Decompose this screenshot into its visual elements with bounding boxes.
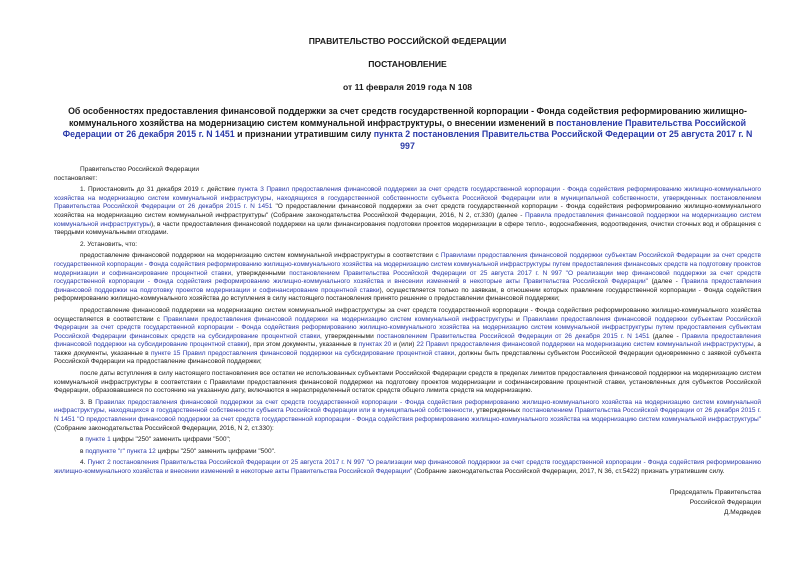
paragraph-9: 4. Пункт 2 постановления Правительства Российской Федерации от 25 августа 2017 г. N 997 "О реализации мер финансовой поддержки за счет средств государственной корпорации - Фонда содействия реформированию жилищно-коммунального хозяйства и внесении изменений в некоторые акты Правительства Российской Федерации" (Собрание законодательства Российской Федерации, 2017, N 36, ст.5422) признать утратившим силу. [54,459,762,475]
intro-line: Правительство Российской Федерации [80,166,200,173]
document-type: ПОСТАНОВЛЕНИЕ [368,59,447,69]
government-heading: ПРАВИТЕЛЬСТВО РОССИЙСКОЙ ФЕДЕРАЦИИ [308,36,507,46]
title-link-decree-997[interactable]: пункта 2 постановления Правительства Российской Федерации от 25 августа 2017 г. N 997 [373,129,753,151]
document-header [54,36,761,152]
link-rules-modernization[interactable]: Правила предоставления финансовой поддержки на модернизацию систем коммунальной инфраструктуры [54,211,762,228]
paragraph-7: в пункте 1 цифры "250" заменить цифрами "500"; [80,436,231,444]
link-rules-1451[interactable]: Правилах предоставления финансовой поддержки за счет средств государственной корпорации - Фонда содействия реформированию жилищно-коммунального хозяйства на модернизацию систем коммунальной инфраструктуры, находящихся в государственной собственности субъекта Российской Федерации или в муниципальной собственности [54,398,761,415]
link-rules-subjects[interactable]: Правилами предоставления финансовой поддержки субъектам Российской Федерации за счет средств государственной корпорации - Фонда содействия реформированию жилищно-коммунального хозяйства на модернизацию систем коммунальной инфраструктуры путем предоставления финансовых средств на подготовку проектов модернизации и софинансирование процентной ставки [54,252,761,277]
link-rules-item-3[interactable]: пункта 3 Правил предоставления финансовой поддержки за счет средств государственной корпорации - Фонда содействия реформированию жилищно-коммунального хозяйства на модернизацию систем коммунальной инфраструктуры, находящихся в государственной собственности субъекта Российской Федерации или в муниципальной собственности, утвержденных постановлением Правительства Российской Федерации от 26 декабря 2015 г. N 1451 [54,186,761,211]
paragraph-3: предоставление финансовой поддержки на модернизацию систем коммунальной инфраструктуры в соответствии с Правилами предоставления финансовой поддержки субъектам Российской Федерации за счет средств государственной корпорации - Фонда содействия реформированию жилищно-коммунального хозяйства на модернизацию систем коммунальной инфраструктуры путем предоставления финансовых средств на подготовку проектов модернизации и софинансирование процентной ставки, утвержденными постановлением Правительства Российской Федерации от 25 августа 2017 г. N 997 "О реализации мер финансовой поддержки за счет средств государственной корпорации - Фонда содействия реформированию жилищно-коммунального хозяйства и внесении изменений в некоторые акты Правительства Российской Федерации" (далее - Правила предоставления финансовой поддержки на подготовку проектов модернизации и софинансирование процентной ставки), осуществляется только по заявкам, в отношении которых правление государственной корпорации - Фонда содействия реформированию жилищно-коммунального хозяйства до вступления в силу настоящего постановления принято решение о предоставлении финансовой поддержки; [54,252,761,303]
link-rules-subsidy[interactable]: Правила предоставления финансовой поддержки на субсидирование процентной ставки [54,332,761,349]
paragraph-8: в подпункте "г" пункта 12 цифры "250" заменить цифрами "500". [80,447,276,455]
signature-line: Председатель Правительства [669,488,761,496]
paragraph-5: после даты вступления в силу настоящего постановления все остатки не использованных субъектами Российской Федерации средств в пределах лимитов предоставления финансовой поддержки на модернизацию систем коммунальной инфраструктуры в соответствии с Правилами предоставления финансовой поддержки на подготовку проектов модернизации и софинансирование процентной ставки, установленных для субъектов Российской Федерации, образовавшиеся по состоянию на указанную дату, включаются в нераспределенный остаток средств общего лимита средств на модернизацию. [54,370,761,395]
title-link-decree-1451[interactable]: постановление Правительства Российской Федерации от 26 декабря 2015 г. N 1451 [62,117,747,139]
link-item-1[interactable]: пункте 1 [85,436,111,444]
link-subitem-g-item-12[interactable]: подпункте "г" пункта 12 [85,447,156,455]
link-item-15[interactable]: пункте 15 Правил предоставления финансовой поддержки на субсидирование процентной ставки [150,349,455,357]
link-rules-modernization[interactable]: Правилами предоставления финансовой поддержки на модернизацию систем коммунальной инфраструктуры [163,315,513,323]
paragraph-4: предоставление финансовой поддержки на модернизацию систем коммунальной инфраструктуры за счет средств государственной корпорации - Фонда содействия реформированию жилищно-коммунального хозяйства осуществляется в соответствии с Правилами предоставления финансовой поддержки на модернизацию систем коммунальной инфраструктуры и Правилами предоставления финансовой поддержки субъектам Российской Федерации за счет средств государственной корпорации - Фонда содействия реформированию жилищно-коммунального хозяйства на модернизацию систем коммунальной инфраструктуры путем предоставления субъектам Российской Федерации финансовых средств на субсидирование процентной ставки, утвержденными постановлением Правительства Российской Федерации от 26 декабря 2015 г. N 1451 (далее - Правила предоставления финансовой поддержки на субсидирование процентной ставки), при этом документы, указанные в пунктах 20 и (или) 22 Правил предоставления финансовой поддержки на модернизацию систем коммунальной инфраструктуры, а также документы, указанные в пункте 15 Правил предоставления финансовой поддержки на субсидирование процентной ставки, должны быть представлены субъектом Российской Федерации одновременно с заявкой субъекта Российской Федерации на предоставление финансовой поддержки; [54,306,762,366]
signature-line: Российской Федерации [689,498,761,506]
paragraph-2: 2. Установить, что: [80,240,138,248]
link-items-20[interactable]: пунктах 20 [358,341,392,349]
link-rules-subsidy-subjects[interactable]: Правилами предоставления финансовой поддержки субъектам Российской Федерации за счет средств государственной корпорации - Фонда содействия реформированию жилищно-коммунального хозяйства на модернизацию систем коммунальной инфраструктуры путем предоставления субъектам Российской Федерации финансовых средств на субсидирование процентной ставки [54,315,761,340]
paragraph-6: 3. В Правилах предоставления финансовой поддержки за счет средств государственной корпорации - Фонда содействия реформированию жилищно-коммунального хозяйства на модернизацию систем коммунальной инфраструктуры, находящихся в государственной собственности субъекта Российской Федерации или в муниципальной собственности, утвержденных постановлением Правительства Российской Федерации от 26 декабря 2015 г. N 1451 "О предоставлении финансовой поддержки за счет средств государственной корпорации - Фонда содействия реформированию жилищно-коммунального хозяйства на модернизацию систем коммунальной инфраструктуры" (Собрание законодательства Российской Федерации, 2016, N 2, ст.330): [54,398,761,432]
link-item-2-decree-997[interactable]: Пункт 2 постановления Правительства Российской Федерации от 25 августа 2017 г. N 997 "О реализации мер финансовой поддержки за счет средств государственной корпорации - Фонда содействия реформированию жилищно-коммунального хозяйства и внесении изменений в некоторые акты Правительства Российской Федерации" [54,459,762,475]
link-decree-1451[interactable]: постановлением Правительства Российской Федерации от 26 декабря 2015 г. N 1451 [376,332,650,340]
link-rules-projects[interactable]: Правила предоставления финансовой поддержки на подготовку проектов модернизации и софинансирование процентной ставки [54,278,761,294]
document-title: Об особенностях предоставления финансовой поддержки за счет средств государственной корпорации - Фонда содействия реформированию жилищно-коммунального хозяйства на модернизацию систем коммунальной инфраструктуры, о внесении изменений в постановление Правительства Российской Федерации от 26 декабря 2015 г. N 1451 и признании утратившим силу пункта 2 постановления Правительства Российской Федерации от 25 августа 2017 г. N 997 [62,106,753,151]
intro-line: постановляет: [54,174,98,182]
link-item-22[interactable]: 22 Правил предоставления финансовой поддержки на модернизацию систем коммунальной инфраструктуры [416,341,754,349]
link-decree-997[interactable]: постановлением Правительства Российской Федерации от 25 августа 2017 г. N 997 "О реализации мер финансовой поддержки за счет средств государственной корпорации - Фонда содействия реформированию жилищно-коммунального хозяйства и внесении изменений в некоторые акты Правительства Российской Федерации" [54,269,761,286]
link-decree-1451-full[interactable]: постановлением Правительства Российской Федерации от 26 декабря 2015 г. N 1451 "О предоставлении финансовой поддержки за счет средств государственной корпорации - Фонда содействия реформированию жилищно-коммунального хозяйства на модернизацию систем коммунальной инфраструктуры" [54,407,761,424]
document-body [54,166,761,477]
paragraph-1: 1. Приостановить до 31 декабря 2019 г. действие пункта 3 Правил предоставления финансовой поддержки за счет средств государственной корпорации - Фонда содействия реформированию жилищно-коммунального хозяйства на модернизацию систем коммунальной инфраструктуры, находящихся в государственной собственности субъекта Российской Федерации или в муниципальной собственности, утвержденных постановлением Правительства Российской Федерации от 26 декабря 2015 г. N 1451 "О предоставлении финансовой поддержки за счет средств государственной корпорации - Фонда содействия реформированию жилищно-коммунального хозяйства на модернизацию систем коммунальной инфраструктуры" (Собрание законодательства Российской Федерации, 2016, N 2, ст.330) (далее - Правила предоставления финансовой поддержки на модернизацию систем коммунальной инфраструктуры), в части предоставления финансовой поддержки на цели финансирования подготовки проектов модернизации в сфере тепло-, водоснабжения, водоотведения, очистки сточных вод и обращения с твердыми коммунальными отходами. [54,186,762,237]
signature-block [54,488,761,518]
document-date-number: от 11 февраля 2019 года N 108 [342,82,473,92]
signature-name: Д.Медведев [724,508,761,516]
